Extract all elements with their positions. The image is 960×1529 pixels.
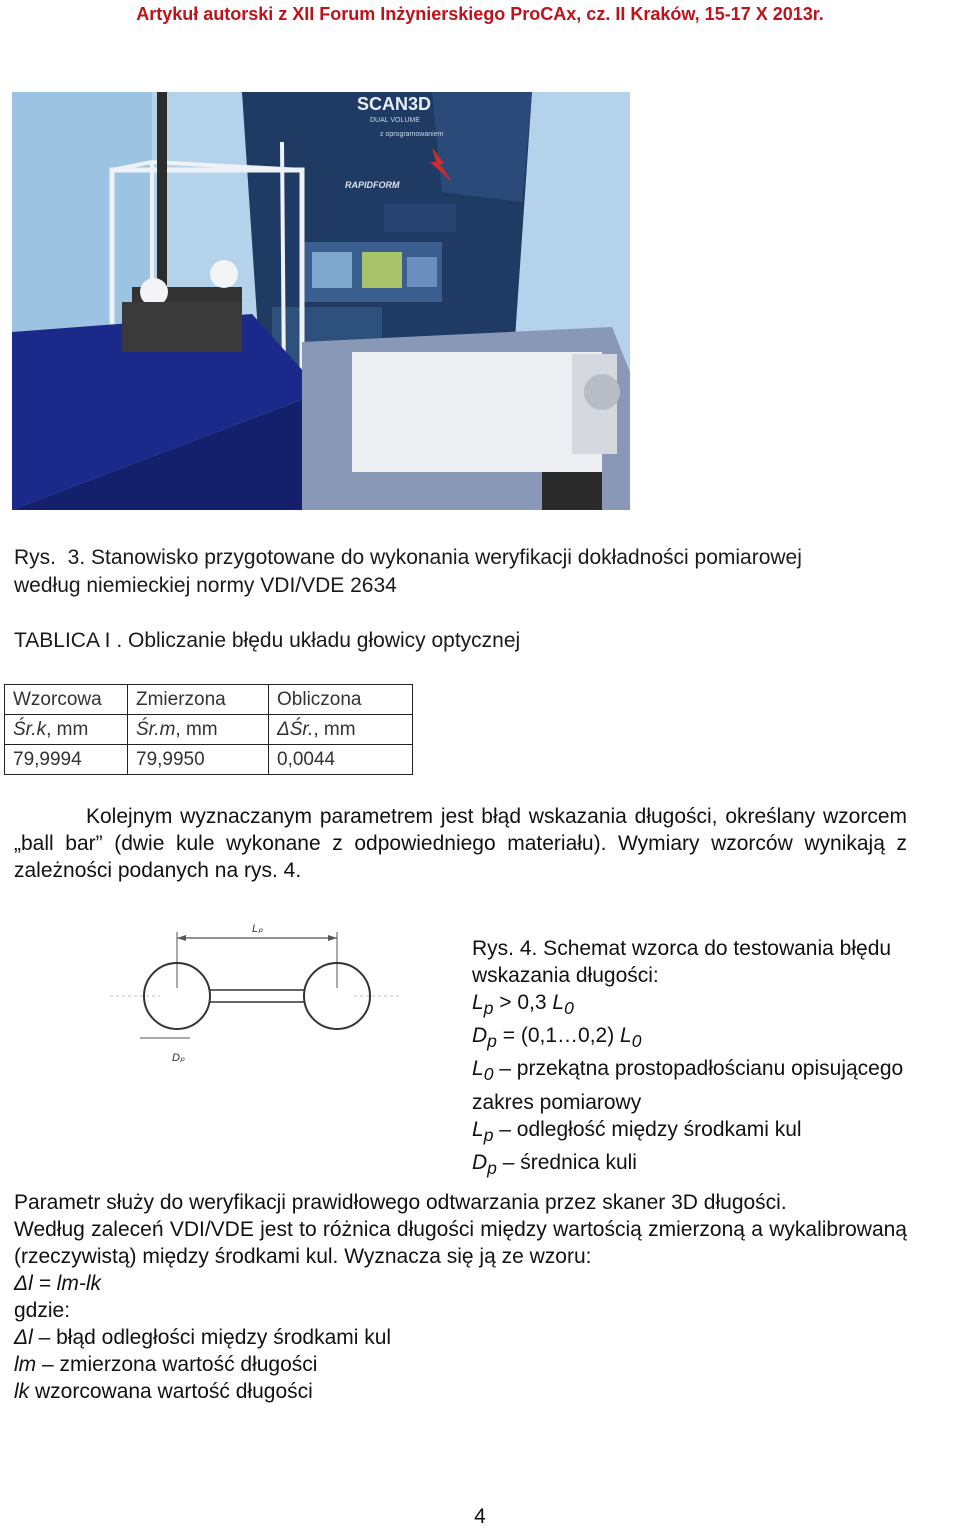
equation-lp (472, 989, 960, 1022)
definition-text: wzorcowana wartość długości (29, 1380, 313, 1403)
banner-note: z oprogramowaniem (380, 131, 444, 138)
table-1-title: TABLICA I . Obliczanie błędu układu głowicy optycznej (14, 629, 521, 652)
scanner-setup-illustration (12, 92, 630, 510)
figure-3-photo (12, 92, 630, 510)
figure-4-caption-line2: wskazania długości: (472, 964, 659, 987)
banner-subtitle: DUAL VOLUME (370, 117, 420, 124)
table-cell (5, 715, 128, 745)
paragraph-2-body: Według zaleceń VDI/VDE jest to różnica długości między wartością zmierzoną a wykalibrowaną (rzeczywistą) między środkami kul. Wyznacza się ją ze wzoru: (14, 1218, 907, 1268)
figure-4-diagram (100, 918, 440, 1078)
figure-3-caption-line2: według niemieckiej normy VDI/VDE 2634 (14, 574, 397, 597)
figure-3-number: 3. (67, 546, 86, 569)
subscript: p (487, 1157, 497, 1178)
formula: Δl = lm-lk (14, 1272, 102, 1295)
definition-text: – średnica kuli (496, 1150, 637, 1174)
paragraph-2 (14, 1189, 907, 1405)
paragraph-1: Kolejnym wyznaczanym parametrem jest błąd wskazania długości, określany wzorcem „ball bar” (dwie kule wykonane z odpowiedniego materiału). Wymiary wzorców wynikają z zależności podanych na rys. 4. (14, 805, 907, 882)
subscript: 0 (564, 998, 574, 1019)
symbol: D (472, 1024, 488, 1048)
table-cell: Zmierzona (128, 685, 269, 715)
definition-lm (14, 1351, 907, 1378)
table-cell: 79,9950 (128, 745, 269, 775)
definition-dp (472, 1149, 960, 1182)
figure-3-caption (14, 544, 954, 600)
page-header: Artykuł autorski z XII Forum Inżynierskiego ProCAx, cz. II Kraków, 15-17 X 2013r. (136, 4, 824, 24)
unit: , mm (313, 718, 356, 740)
definition-delta-l (14, 1324, 907, 1351)
subscript: 0 (631, 1031, 642, 1052)
table-cell: 0,0044 (269, 745, 413, 775)
definition-text: – odległość między środkami kul (493, 1117, 802, 1141)
dimension-dp-label: Dₚ (172, 1052, 185, 1064)
symbol: L (472, 991, 484, 1014)
symbol: Śr.m (136, 718, 176, 740)
symbol: Δl (14, 1326, 33, 1349)
symbol: Śr.k (13, 718, 47, 740)
table-row (5, 745, 413, 775)
subscript: 0 (483, 1064, 494, 1085)
figure-4-caption-line1: Rys. 4. Schemat wzorca do testowania błędu (472, 937, 892, 960)
subscript: p (487, 1031, 497, 1052)
definition-text: – zmierzona wartość długości (36, 1353, 318, 1376)
paragraph-2-line1: Parametr służy do weryfikacji prawidłowego odtwarzania przez skaner 3D długości. (14, 1191, 787, 1214)
equation-dp (472, 1022, 960, 1055)
symbol: lk (14, 1380, 30, 1403)
definition-l0-cont: zakres pomiarowy (472, 1090, 642, 1114)
figure-4-caption (472, 935, 960, 1182)
figure-3-label: Rys. (14, 546, 56, 569)
definition-lp (472, 1116, 960, 1149)
symbol: ΔŚr. (277, 718, 314, 740)
figure-3-caption-line1: Stanowisko przygotowane do wykonania weryfikacji dokładności pomiarowej (91, 546, 802, 569)
banner-brand: RAPIDFORM (345, 180, 400, 190)
definition-lk (14, 1378, 907, 1405)
symbol: lm (14, 1353, 37, 1376)
table-cell (128, 715, 269, 745)
table-cell: Obliczona (269, 685, 413, 715)
table-header-row-2 (5, 715, 413, 745)
ball-bar-schematic (100, 918, 440, 1078)
table-cell: 79,9994 (5, 745, 128, 775)
page-number: 4 (474, 1505, 486, 1528)
symbol: L (620, 1024, 632, 1048)
gdzie-label: gdzie: (14, 1299, 71, 1322)
dimension-lp-label: Lₚ (252, 923, 263, 935)
symbol: D (472, 1150, 488, 1174)
subscript: p (483, 998, 494, 1019)
definition-text: – błąd odległości między środkami kul (32, 1326, 392, 1349)
definition-l0 (472, 1055, 960, 1088)
table-1 (4, 684, 413, 775)
symbol: L (552, 991, 565, 1014)
subscript: p (483, 1124, 494, 1145)
symbol: L (472, 1117, 484, 1141)
equation-text: > 0,3 (493, 991, 553, 1014)
banner-title: SCAN3D (357, 94, 432, 114)
unit: , mm (46, 718, 89, 740)
equation-text: = (0,1…0,2) (496, 1024, 621, 1048)
table-cell: Wzorcowa (5, 685, 128, 715)
unit: , mm (175, 718, 218, 740)
table-cell (269, 715, 413, 745)
table-header-row-1 (5, 685, 413, 715)
definition-text: – przekątna prostopadłościanu opisującego (493, 1057, 904, 1081)
symbol: L (472, 1057, 484, 1081)
